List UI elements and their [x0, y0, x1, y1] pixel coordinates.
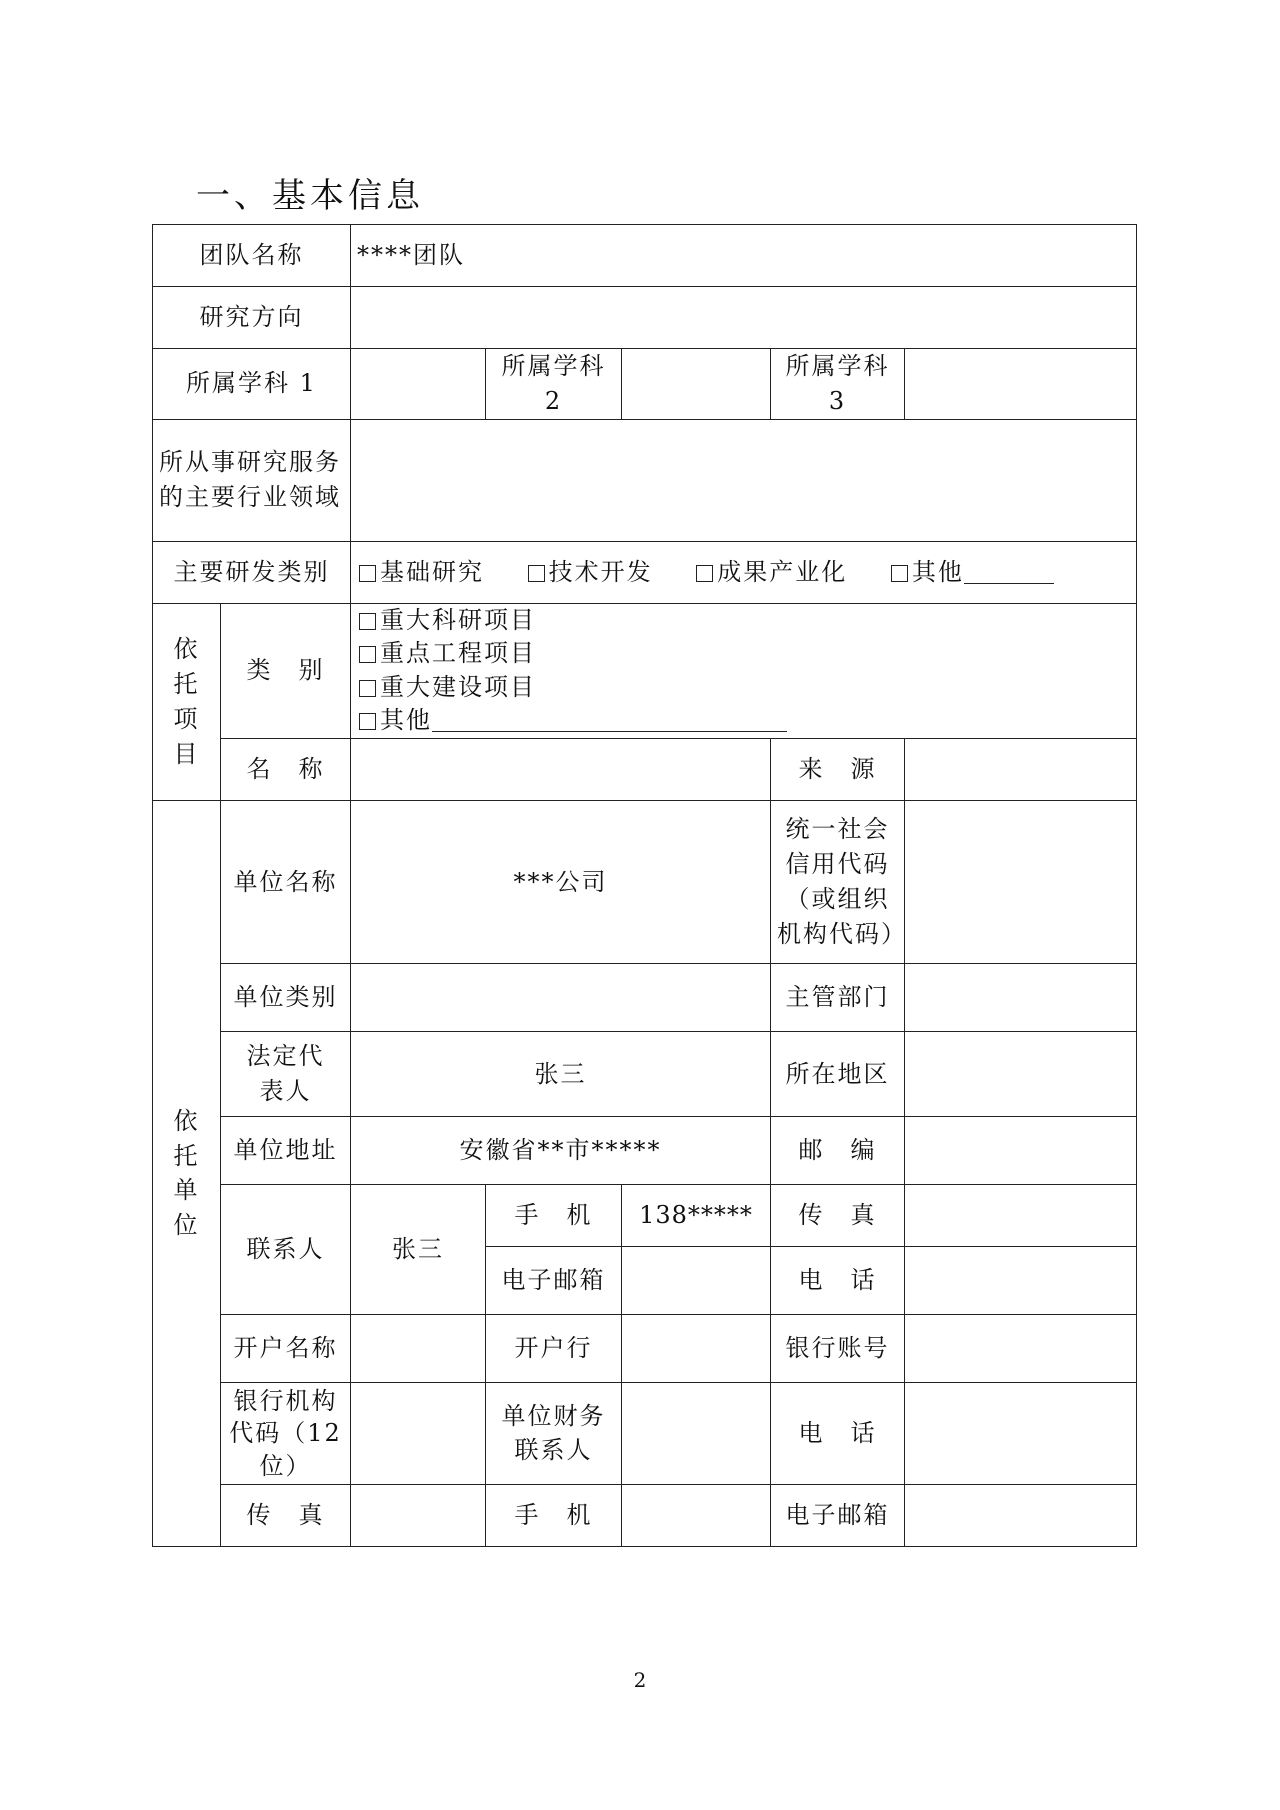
fax2-label: 传 真: [221, 1484, 351, 1546]
account-name-value[interactable]: [351, 1314, 486, 1382]
contact-value[interactable]: 张三: [351, 1184, 486, 1314]
project-other-blank[interactable]: [432, 707, 787, 732]
finance-contact-value[interactable]: [622, 1382, 771, 1484]
project-option-other[interactable]: [359, 704, 1130, 738]
checkbox-icon[interactable]: [359, 565, 376, 582]
unit-group-text: 依托单位: [173, 1106, 200, 1240]
mobile-value[interactable]: 138*****: [622, 1184, 771, 1246]
mobile2-label: 手 机: [486, 1484, 622, 1546]
rd-option-other[interactable]: [891, 555, 1054, 590]
phone-label: 电 话: [771, 1246, 905, 1314]
basic-info-table: [152, 224, 1137, 1547]
team-name-value[interactable]: ****团队: [351, 225, 1137, 287]
checkbox-icon[interactable]: [359, 613, 376, 630]
rd-category-options: [351, 541, 1137, 603]
discipline3-value[interactable]: [905, 349, 1137, 420]
finance-contact-label: [486, 1382, 622, 1484]
project-option-label: 重点工程项目: [380, 639, 536, 668]
fax2-value[interactable]: [351, 1484, 486, 1546]
team-name-label: 团队名称: [153, 225, 351, 287]
email-label: 电子邮箱: [486, 1246, 622, 1314]
legal-rep-value[interactable]: 张三: [351, 1031, 771, 1116]
checkbox-icon[interactable]: [891, 565, 908, 582]
research-direction-value[interactable]: [351, 287, 1137, 349]
rd-option-label: 其他: [911, 557, 964, 586]
project-source-label: 来 源: [771, 738, 905, 800]
legal-rep-label: [221, 1031, 351, 1116]
phone2-value[interactable]: [905, 1382, 1137, 1484]
account-no-value[interactable]: [905, 1314, 1137, 1382]
mobile-label: 手 机: [486, 1184, 622, 1246]
unit-type-label: 单位类别: [221, 963, 351, 1031]
unit-type-value[interactable]: [351, 963, 771, 1031]
project-option-label: 重大建设项目: [380, 672, 536, 701]
unit-name-label: 单位名称: [221, 800, 351, 963]
project-category-label: 类 别: [221, 603, 351, 738]
rd-option-label: 成果产业化: [717, 557, 848, 586]
rd-option-tech[interactable]: [528, 555, 653, 590]
project-category-options: [351, 603, 1137, 738]
discipline3-label: 所属学科 3: [771, 349, 905, 420]
bank-label: 开户行: [486, 1314, 622, 1382]
industry-label: 所从事研究服务的主要行业领域: [153, 419, 351, 541]
research-direction-label: 研究方向: [153, 287, 351, 349]
email2-value[interactable]: [905, 1484, 1137, 1546]
project-source-value[interactable]: [905, 738, 1137, 800]
page-number: 2: [633, 1668, 647, 1692]
credit-code-label: 统一社会信用代码（或组织机构代码）: [771, 800, 905, 963]
postcode-value[interactable]: [905, 1116, 1137, 1184]
address-value[interactable]: 安徽省**市*****: [351, 1116, 771, 1184]
bank-code-label: 银行机构代码（12位）: [221, 1382, 351, 1484]
project-option-major-construction[interactable]: [359, 671, 1130, 705]
industry-value[interactable]: [351, 419, 1137, 541]
email2-label: 电子邮箱: [771, 1484, 905, 1546]
bank-code-value[interactable]: [351, 1382, 486, 1484]
discipline2-label: 所属学科 2: [486, 349, 622, 420]
discipline1-value[interactable]: [351, 349, 486, 420]
project-option-major-research[interactable]: [359, 604, 1130, 638]
finance-contact-text: 单位财务联系人: [501, 1401, 606, 1465]
credit-code-value[interactable]: [905, 800, 1137, 963]
contact-label: 联系人: [221, 1184, 351, 1314]
rd-option-industrialization[interactable]: [696, 555, 847, 590]
project-option-label: 其他: [380, 706, 432, 735]
project-group-label: [153, 603, 221, 800]
rd-category-label: 主要研发类别: [153, 541, 351, 603]
checkbox-icon[interactable]: [696, 565, 713, 582]
mobile2-value[interactable]: [622, 1484, 771, 1546]
fax-value[interactable]: [905, 1184, 1137, 1246]
project-option-label: 重大科研项目: [380, 605, 536, 634]
checkbox-icon[interactable]: [359, 680, 376, 697]
rd-option-label: 技术开发: [548, 557, 653, 586]
fax-label: 传 真: [771, 1184, 905, 1246]
discipline1-label: 所属学科 1: [153, 349, 351, 420]
phone2-label: 电 话: [771, 1382, 905, 1484]
unit-name-value[interactable]: ***公司: [351, 800, 771, 963]
project-name-label: 名 称: [221, 738, 351, 800]
section-title: 一、基本信息: [196, 176, 424, 216]
checkbox-icon[interactable]: [528, 565, 545, 582]
authority-label: 主管部门: [771, 963, 905, 1031]
bank-value[interactable]: [622, 1314, 771, 1382]
rd-option-basic[interactable]: [359, 555, 484, 590]
email-value[interactable]: [622, 1246, 771, 1314]
project-group-text: 依托项目: [173, 635, 200, 768]
rd-other-blank[interactable]: [964, 559, 1054, 584]
checkbox-icon[interactable]: [359, 713, 376, 730]
legal-rep-text: 法定代表人: [246, 1042, 325, 1105]
region-value[interactable]: [905, 1031, 1137, 1116]
rd-option-label: 基础研究: [380, 557, 484, 586]
address-label: 单位地址: [221, 1116, 351, 1184]
authority-value[interactable]: [905, 963, 1137, 1031]
postcode-label: 邮 编: [771, 1116, 905, 1184]
project-name-value[interactable]: [351, 738, 771, 800]
region-label: 所在地区: [771, 1031, 905, 1116]
checkbox-icon[interactable]: [359, 646, 376, 663]
unit-group-label: [153, 800, 221, 1546]
account-no-label: 银行账号: [771, 1314, 905, 1382]
phone-value[interactable]: [905, 1246, 1137, 1314]
discipline2-value[interactable]: [622, 349, 771, 420]
project-option-key-engineering[interactable]: [359, 637, 1130, 671]
account-name-label: 开户名称: [221, 1314, 351, 1382]
